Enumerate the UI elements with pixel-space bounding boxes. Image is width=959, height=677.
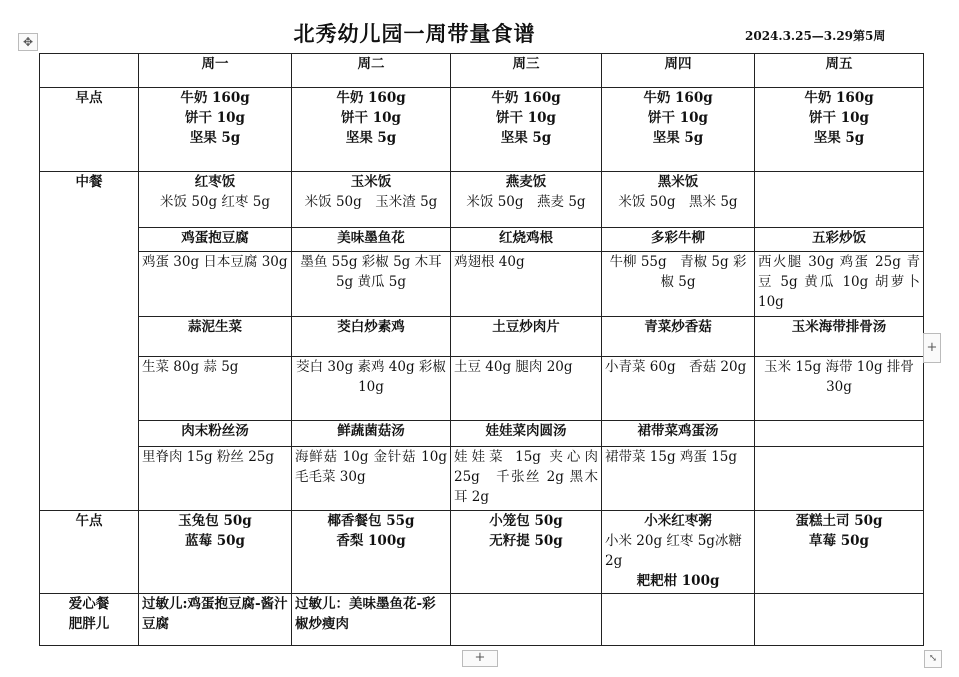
lunch-main-ingredient-row	[40, 252, 924, 317]
breakfast-mon: 牛奶 160g 饼干 10g 坚果 5g	[139, 88, 292, 172]
lunch-veg-name-row	[40, 317, 924, 357]
lunch-soup-dish-tue: 鲜蔬菌菇汤	[292, 421, 451, 447]
lunch-veg-ing-fri: 玉米 15g 海带 10g 排骨 30g	[755, 357, 924, 421]
table-header-row	[40, 54, 924, 88]
row-label-snack: 午点	[40, 511, 139, 594]
lunch-soup-dish-mon: 肉末粉丝汤	[139, 421, 292, 447]
snack-row	[40, 511, 924, 594]
lunch-veg-dish-wed: 土豆炒肉片	[451, 317, 602, 357]
lunch-soup-dish-wed: 娃娃菜肉圆汤	[451, 421, 602, 447]
lunch-main-dish-tue: 美味墨鱼花	[292, 228, 451, 252]
lunch-main-dish-thu: 多彩牛柳	[602, 228, 755, 252]
care-wed	[451, 594, 602, 646]
lunch-main-name-row	[40, 228, 924, 252]
lunch-veg-ing-mon: 生菜 80g 蒜 5g	[139, 357, 292, 421]
row-label-lunch: 中餐	[40, 172, 139, 511]
lunch-soup-ing-tue: 海鲜菇 10g 金针菇 10g 毛毛菜 30g	[292, 447, 451, 511]
lunch-veg-dish-thu: 青菜炒香菇	[602, 317, 755, 357]
lunch-soup-dish-thu: 裙带菜鸡蛋汤	[602, 421, 755, 447]
lunch-main-ing-tue: 墨鱼 55g 彩椒 5g 木耳 5g 黄瓜 5g	[292, 252, 451, 317]
add-row-button[interactable]: +	[462, 650, 498, 667]
lunch-soup-dish-fri	[755, 421, 924, 447]
lunch-soup-ing-thu: 裙带菜 15g 鸡蛋 15g	[602, 447, 755, 511]
week-date-range: 2024.3.25—3.29第5周	[745, 29, 886, 43]
lunch-soup-ing-mon: 里脊肉 15g 粉丝 25g	[139, 447, 292, 511]
lunch-main-ing-mon: 鸡蛋 30g 日本豆腐 30g	[139, 252, 292, 317]
row-label-care-meal: 爱心餐 肥胖儿	[40, 594, 139, 646]
lunch-veg-ing-tue: 茭白 30g 素鸡 40g 彩椒 10g	[292, 357, 451, 421]
care-tue: 过敏儿：美味墨鱼花-彩椒炒瘦肉	[292, 594, 451, 646]
lunch-staple-mon: 红枣饭 米饭 50g 红枣 5g	[139, 172, 292, 228]
lunch-veg-ing-wed: 土豆 40g 腿肉 20g	[451, 357, 602, 421]
lunch-main-dish-fri: 五彩炒饭	[755, 228, 924, 252]
care-fri	[755, 594, 924, 646]
lunch-soup-ingredient-row	[40, 447, 924, 511]
lunch-veg-dish-tue: 茭白炒素鸡	[292, 317, 451, 357]
lunch-main-ing-wed: 鸡翅根 40g	[451, 252, 602, 317]
care-meal-row	[40, 594, 924, 646]
snack-tue: 椰香餐包 55g 香梨 100g	[292, 511, 451, 594]
snack-mon: 玉兔包 50g 蓝莓 50g	[139, 511, 292, 594]
lunch-staple-wed: 燕麦饭 米饭 50g 燕麦 5g	[451, 172, 602, 228]
lunch-staple-tue: 玉米饭 米饭 50g 玉米渣 5g	[292, 172, 451, 228]
corner-cell	[40, 54, 139, 88]
page-title: 北秀幼儿园一周带量食谱	[293, 21, 536, 46]
lunch-staple-fri	[755, 172, 924, 228]
table-resize-handle-icon[interactable]: ⤡	[924, 650, 942, 668]
lunch-main-ing-fri: 西火腿 30g 鸡蛋 25g 青豆 5g 黄瓜 10g 胡萝卜 10g	[755, 252, 924, 317]
lunch-main-ing-thu: 牛柳 55g 青椒 5g 彩椒 5g	[602, 252, 755, 317]
lunch-veg-ing-thu: 小青菜 60g 香菇 20g	[602, 357, 755, 421]
lunch-staple-row	[40, 172, 924, 228]
lunch-veg-ingredient-row	[40, 357, 924, 421]
breakfast-fri: 牛奶 160g 饼干 10g 坚果 5g	[755, 88, 924, 172]
care-mon: 过敏儿:鸡蛋抱豆腐-酱汁豆腐	[139, 594, 292, 646]
row-label-breakfast: 早点	[40, 88, 139, 172]
day-header-tue: 周二	[292, 54, 451, 88]
lunch-soup-ing-wed: 娃娃菜 15g 夹心肉 25g 千张丝 2g 黑木耳 2g	[451, 447, 602, 511]
breakfast-row	[40, 88, 924, 172]
day-header-wed: 周三	[451, 54, 602, 88]
weekly-menu-table	[39, 53, 924, 646]
add-column-button[interactable]: +	[923, 333, 941, 363]
lunch-veg-dish-mon: 蒜泥生菜	[139, 317, 292, 357]
day-header-mon: 周一	[139, 54, 292, 88]
snack-wed: 小笼包 50g 无籽提 50g	[451, 511, 602, 594]
snack-fri: 蛋糕土司 50g 草莓 50g	[755, 511, 924, 594]
lunch-staple-thu: 黑米饭 米饭 50g 黑米 5g	[602, 172, 755, 228]
snack-thu: 小米红枣粥 小米 20g 红枣 5g冰糖 2g 耙耙柑 100g	[602, 511, 755, 594]
lunch-main-dish-mon: 鸡蛋抱豆腐	[139, 228, 292, 252]
lunch-soup-name-row	[40, 421, 924, 447]
lunch-main-dish-wed: 红烧鸡根	[451, 228, 602, 252]
day-header-thu: 周四	[602, 54, 755, 88]
lunch-soup-ing-fri	[755, 447, 924, 511]
care-thu	[602, 594, 755, 646]
day-header-fri: 周五	[755, 54, 924, 88]
breakfast-tue: 牛奶 160g 饼干 10g 坚果 5g	[292, 88, 451, 172]
breakfast-wed: 牛奶 160g 饼干 10g 坚果 5g	[451, 88, 602, 172]
breakfast-thu: 牛奶 160g 饼干 10g 坚果 5g	[602, 88, 755, 172]
table-move-handle-icon[interactable]: ✥	[18, 33, 38, 51]
lunch-veg-dish-fri: 玉米海带排骨汤	[755, 317, 924, 357]
